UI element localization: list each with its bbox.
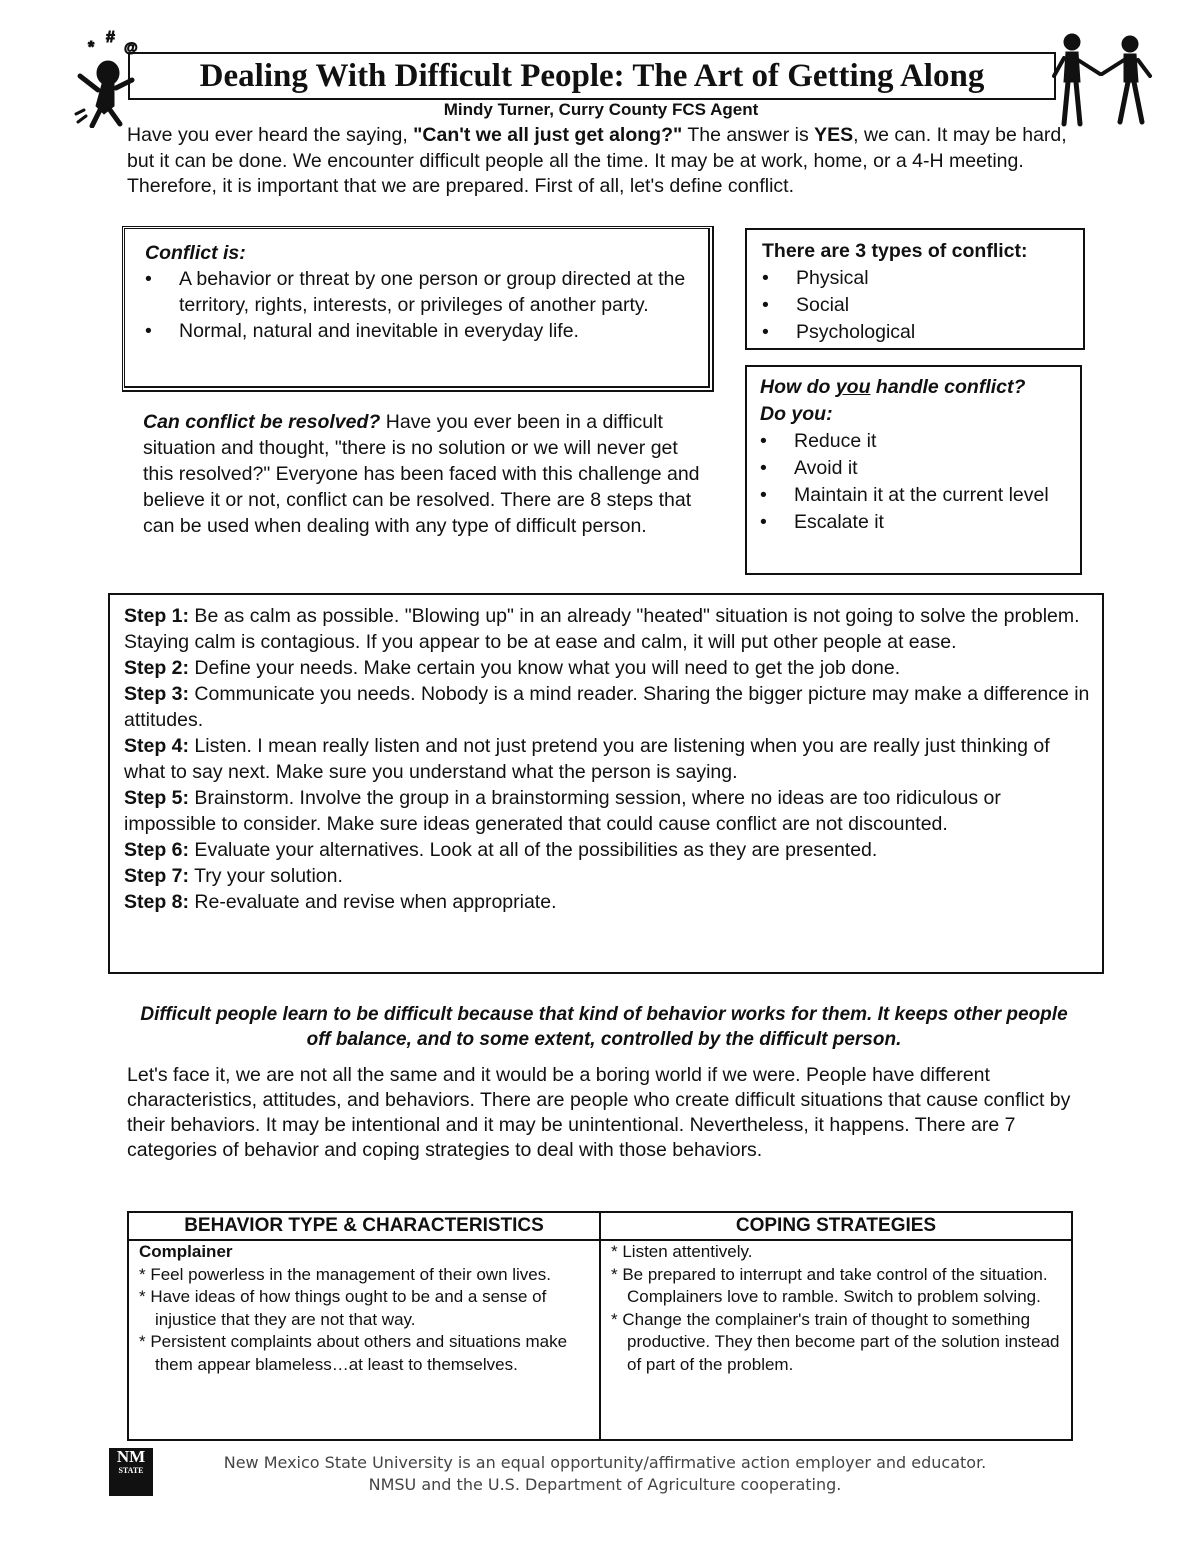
difficult-people-callout: Difficult people learn to be difficult because that kind of behavior works for them. It keeps other people off balance, and to some extent, controlled by the difficult person. — [140, 1004, 1068, 1050]
step-item — [124, 785, 1090, 837]
step-label: Step 7: — [124, 865, 190, 887]
handle-conflict-list — [760, 428, 1076, 536]
heading-part: How do — [760, 376, 836, 398]
step-item — [124, 655, 1090, 681]
resolved-text: Have you ever been in a difficult situation and thought, "there is no solution or we will never get this resolved?" Everyone has been faced with this challenge and believe it or not, conflict can be resolved. There are 8 steps that can be used when dealing with any type of difficult person. — [143, 411, 700, 537]
step-text: Be as calm as possible. "Blowing up" in an already "heated" situation is not going to solve the problem. Staying calm is contagious. If you appear to be at ease and calm, it will put other people at ease. — [124, 605, 1080, 653]
heading-part: handle conflict? — [870, 376, 1026, 398]
step-label: Step 5: — [124, 787, 190, 809]
list-item: • Escalate it — [760, 509, 1076, 536]
intro-text-end: , we can. It may be hard, but it can be done. We encounter difficult people all the time. It may be at work, home, or a 4-H meeting. Therefore, it is important that we are prepared. First of all, let's define conflict. — [127, 124, 1067, 197]
step-text: Communicate you needs. Nobody is a mind reader. Sharing the bigger picture may make a difference in attitudes. — [124, 683, 1090, 731]
intro-text-start: Have you ever heard the saying, — [127, 124, 414, 146]
list-item: • A behavior or threat by one person or group directed at the territory, rights, interests, or privileges of another party. — [145, 266, 705, 318]
step-item — [124, 863, 1090, 889]
conflict-definition-content — [145, 240, 705, 344]
svg-text:@: @ — [124, 39, 138, 55]
footer-line-1: New Mexico State University is an equal opportunity/affirmative action employer and educator. — [223, 1453, 987, 1472]
column-header-coping: COPING STRATEGIES — [600, 1212, 1072, 1240]
list-item: • Maintain it at the current level — [760, 482, 1076, 509]
list-item: • Avoid it — [760, 455, 1076, 482]
author-line: Mindy Turner, Curry County FCS Agent — [443, 100, 759, 119]
step-text: Brainstorm. Involve the group in a brainstorming session, where no ideas are too ridiculous or impossible to consider. Make sure ideas generated that could cause conflict are not discounted. — [124, 787, 1001, 835]
coping-cell — [600, 1240, 1072, 1440]
list-item: • Physical — [762, 265, 1078, 292]
conflict-definition-heading: Conflict is: — [145, 242, 246, 264]
step-label: Step 6: — [124, 839, 190, 861]
nmsu-logo — [109, 1448, 153, 1496]
step-label: Step 8: — [124, 891, 190, 913]
resolved-paragraph — [143, 409, 713, 539]
step-item — [124, 837, 1090, 863]
svg-text:*: * — [88, 39, 95, 56]
step-label: Step 1: — [124, 605, 190, 627]
step-text: Listen. I mean really listen and not just pretend you are listening when you are really just thinking of what to say next. Make sure you understand what the person is saying. — [124, 735, 1050, 783]
step-text: Evaluate your alternatives. Look at all of the possibilities as they are presented. — [189, 839, 878, 861]
step-item — [124, 889, 1090, 915]
conflict-types-heading: There are 3 types of conflict: — [762, 240, 1028, 262]
conflict-definition-list — [145, 266, 705, 344]
heading-emphasis: you — [835, 376, 871, 398]
behavior-table — [127, 1211, 1073, 1441]
step-text: Try your solution. — [189, 865, 343, 887]
step-item — [124, 603, 1090, 655]
step-text: Re-evaluate and revise when appropriate. — [189, 891, 557, 913]
steps-list — [124, 603, 1090, 915]
step-label: Step 4: — [124, 735, 190, 757]
list-item: • Psychological — [762, 319, 1078, 346]
strategies-list — [611, 1241, 1061, 1376]
logo-subtext: STATE — [118, 1466, 144, 1475]
behavior-type-name: Complainer — [139, 1242, 233, 1261]
intro-quote: "Can't we all just get along?" — [413, 124, 683, 146]
step-label: Step 3: — [124, 683, 190, 705]
list-item: * Persistent complaints about others and situations make them appear blameless…at least to themselves. — [139, 1332, 568, 1374]
conflict-types-list — [762, 265, 1078, 346]
intro-yes: YES — [814, 124, 854, 146]
handle-conflict-content — [760, 374, 1076, 536]
handle-conflict-heading — [760, 374, 1076, 401]
list-item: • Reduce it — [760, 428, 1076, 455]
list-item: * Feel powerless in the management of their own lives. — [139, 1264, 551, 1284]
list-item: * Have ideas of how things ought to be and a sense of injustice that they are not that way. — [139, 1287, 547, 1329]
table-header-row — [128, 1212, 1072, 1240]
intro-paragraph — [127, 123, 1077, 200]
behaviors-paragraph: Let's face it, we are not all the same and it would be a boring world if we were. People have different characteristics, attitudes, and behaviors. There are people who create difficult situations that cause conflict by their behaviors. It may be intentional and it may be unintentional. Nevertheless, it happens. There are 7 categories of behavior and coping strategies to deal with those behaviors. — [127, 1064, 1071, 1161]
table-row — [128, 1240, 1072, 1440]
footer-line-2: NMSU and the U.S. Department of Agriculture cooperating. — [368, 1475, 842, 1494]
step-label: Step 2: — [124, 657, 190, 679]
resolved-lead: Can conflict be resolved? — [143, 411, 381, 433]
handle-conflict-subheading: Do you: — [760, 403, 833, 425]
footer-notice — [150, 1452, 1060, 1496]
svg-text:#: # — [106, 29, 115, 46]
list-item: * Be prepared to interrupt and take control of the situation. Complainers love to ramble. Switch to problem solving. — [611, 1264, 1048, 1306]
list-item: * Listen attentively. — [611, 1242, 753, 1261]
page-title: Dealing With Difficult People: The Art of Getting Along — [199, 58, 985, 94]
step-item — [124, 681, 1090, 733]
list-item: * Change the complainer's train of thought to something productive. They then become part of the solution instead of part of the problem. — [611, 1309, 1060, 1374]
list-item: • Social — [762, 292, 1078, 319]
column-header-behavior: BEHAVIOR TYPE & CHARACTERISTICS — [128, 1212, 600, 1240]
characteristics-list — [139, 1264, 589, 1377]
intro-text-mid: The answer is — [682, 124, 815, 146]
logo-text: NM — [116, 1447, 146, 1466]
conflict-types-content — [762, 238, 1078, 346]
behavior-cell — [128, 1240, 600, 1440]
step-text: Define your needs. Make certain you know what you will need to get the job done. — [189, 657, 901, 679]
step-item — [124, 733, 1090, 785]
list-item: • Normal, natural and inevitable in everyday life. — [145, 318, 705, 344]
